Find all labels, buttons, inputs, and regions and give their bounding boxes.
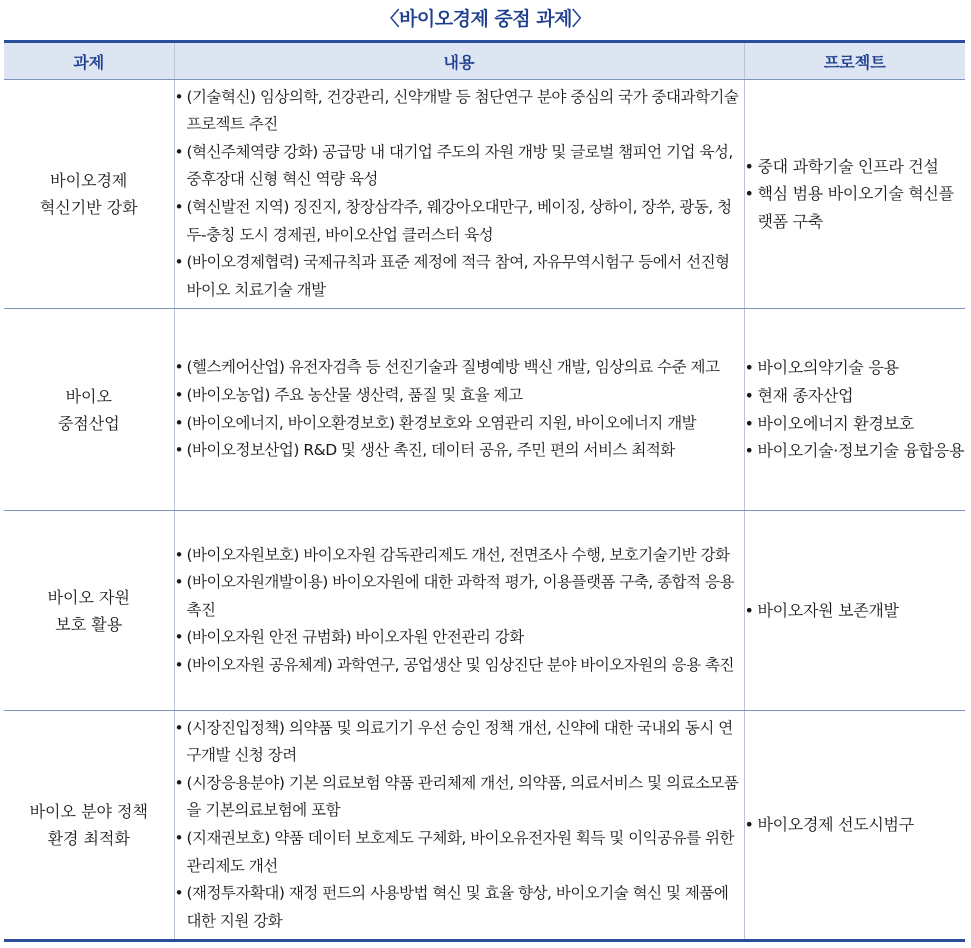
content-list: [175, 84, 744, 305]
list-item: • (혁신주체역량 강화) 공급망 내 대기업 주도의 자원 개방 및 글로벌 챔피언 기업 육성, 중후장대 신형 혁신 역량 육성: [175, 139, 744, 194]
table-row: [4, 80, 965, 309]
header-task: 과제: [4, 42, 174, 80]
list-item: • 핵심 범용 바이오기술 혁신플랫폼 구축: [745, 180, 966, 235]
table-title: 〈바이오경제 중점 과제〉: [380, 8, 591, 30]
list-item: • 바이오기술·정보기술 융합응용: [745, 437, 966, 465]
project-cell: [744, 80, 965, 309]
task-cell: 바이오 중점산업: [4, 309, 174, 511]
header-content: 내용: [174, 42, 744, 80]
priority-tasks-table: [4, 40, 965, 942]
list-item: • 바이오에너지 환경보호: [745, 410, 966, 438]
header-project: 프로젝트: [744, 42, 965, 80]
content-cell: [174, 309, 744, 511]
table-row: [4, 309, 965, 511]
content-cell: [174, 711, 744, 941]
list-item: • (시장응용분야) 기본 의료보험 약품 관리체제 개선, 의약품, 의료서비스 및 의료소모품을 기본의료보험에 포함: [175, 770, 744, 825]
task-cell: 바이오경제 혁신기반 강화: [4, 80, 174, 309]
task-cell: 바이오 분야 정책 환경 최적화: [29, 802, 148, 848]
project-list: [745, 354, 966, 464]
table-row: [4, 511, 965, 711]
table-row: [4, 711, 965, 941]
project-list: [745, 597, 966, 625]
content-list: [175, 715, 744, 936]
task-cell: 바이오 자원 보호 활용: [4, 511, 174, 711]
content-cell: [174, 511, 744, 711]
list-item: • (재정투자확대) 재정 펀드의 사용방법 혁신 및 효율 향상, 바이오기술 혁신 및 제품에 대한 지원 강화: [175, 880, 744, 935]
list-item: • (바이오자원보호) 바이오자원 감독관리제도 개선, 전면조사 수행, 보호기술기반 강화: [175, 542, 744, 570]
list-item: • (지재권보호) 약품 데이터 보호제도 구체화, 바이오유전자원 획득 및 이익공유를 위한 관리제도 개선: [175, 825, 744, 880]
project-cell: [744, 711, 965, 941]
content-list: [175, 542, 744, 680]
list-item: • 바이오의약기술 응용: [745, 354, 966, 382]
list-item: • 중대 과학기술 인프라 건설: [745, 153, 966, 181]
project-cell: [744, 309, 965, 511]
list-item: • (바이오정보산업) R&D 및 생산 촉진, 데이터 공유, 주민 편의 서비스 최적화: [175, 437, 744, 465]
content-cell: [174, 80, 744, 309]
list-item: • (바이오자원개발이용) 바이오자원에 대한 과학적 평가, 이용플랫폼 구축, 종합적 응용 촉진: [175, 569, 744, 624]
list-item: • (헬스케어산업) 유전자검측 등 선진기술과 질병예방 백신 개발, 임상의료 수준 제고: [175, 354, 744, 382]
project-list: [745, 811, 966, 839]
list-item: • 바이오자원 보존개발: [745, 597, 966, 625]
list-item: • (바이오자원 공유체계) 과학연구, 공업생산 및 임상진단 분야 바이오자원의 응용 촉진: [175, 652, 744, 680]
project-list: [745, 153, 966, 236]
list-item: • (기술혁신) 임상의학, 건강관리, 신약개발 등 첨단연구 분야 중심의 국가 중대과학기술 프로젝트 추진: [175, 84, 744, 139]
list-item: • (시장진입정책) 의약품 및 의료기기 우선 승인 정책 개선, 신약에 대한 국내외 동시 연구개발 신청 장려: [175, 715, 744, 770]
content-list: [175, 354, 744, 464]
list-item: • (바이오자원 안전 규범화) 바이오자원 안전관리 강화: [175, 624, 744, 652]
header-row: [4, 42, 965, 80]
list-item: • (바이오에너지, 바이오환경보호) 환경보호와 오염관리 지원, 바이오에너지 개발: [175, 410, 744, 438]
list-item: • 바이오경제 선도시범구: [745, 811, 966, 839]
list-item: • 현재 종자산업: [745, 382, 966, 410]
list-item: • (바이오경제협력) 국제규칙과 표준 제정에 적극 참여, 자유무역시험구 등에서 선진형 바이오 치료기술 개발: [175, 249, 744, 304]
project-cell: [744, 511, 965, 711]
list-item: • (바이오농업) 주요 농산물 생산력, 품질 및 효율 제고: [175, 382, 744, 410]
list-item: • (혁신발전 지역) 징진지, 창장삼각주, 웨강아오대만구, 베이징, 상하이, 장쑤, 광동, 청두-충칭 도시 경제권, 바이오산업 클러스터 육성: [175, 194, 744, 249]
